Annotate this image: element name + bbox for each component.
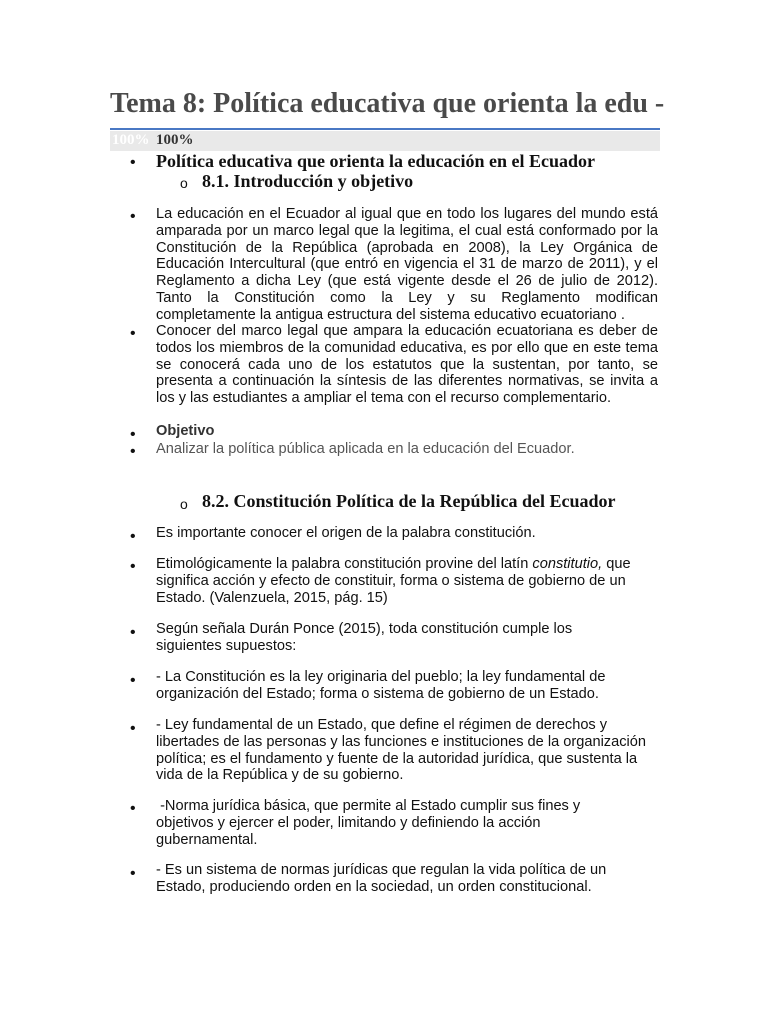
latin-term: constitutio, [532, 556, 603, 572]
intro-paragraph: La educación en el Ecuador al igual que en todo los lugares del mundo está amparada por un marco legal que la legitima, el cual está conformado por la Constitución de la República (aprobada en 2008), la Ley Orgánica de Educación Intercultural (que entró en vigencia el 31 de marzo de 2011), y el Reglamento a dicha Ley (que está vigente desde el 26 de julio de 2012). Tanto la Constitución como la Ley y su Reglamento modifican completamente la antigua estructura del sistema educativo ecuatoriano . [156, 206, 658, 323]
supuesto-2-paragraph: - Ley fundamental de un Estado, que define el régimen de derechos y libertades de las personas y las funciones e instituciones de la organización política; es el fundamento y fuente de la autoridad jurídica, que sustenta la vida de la República y de su gobierno. [156, 717, 646, 784]
constitution-origin-paragraph: Es importante conocer el origen de la palabra constitución. [156, 525, 536, 541]
bullet-icon: • [130, 325, 136, 342]
section-2-heading: 8.2. Constitución Política de la República del Ecuador [202, 491, 616, 511]
document-title: Tema 8: Política educativa que orienta la edu - [110, 88, 665, 119]
progress-ghost-label: 100% [112, 132, 150, 148]
circle-bullet-icon: o [180, 175, 188, 191]
supuesto-1-paragraph: - La Constitución es la ley originaria del pueblo; la ley fundamental de organización del Estado; forma o sistema de gobierno de un Estado. [156, 669, 606, 702]
bullet-icon: • [130, 672, 136, 689]
title-underline [110, 128, 660, 130]
progress-label: 100% [156, 132, 194, 148]
bullet-icon: • [130, 208, 136, 225]
bullet-icon: • [130, 443, 136, 460]
bullet-icon: • [130, 154, 136, 171]
bullet-icon: • [130, 558, 136, 575]
main-heading: Política educativa que orienta la educación en el Ecuador [156, 151, 595, 171]
objective-label: Objetivo [156, 423, 215, 439]
etymology-paragraph: Etimológicamente la palabra constitución provine del latín constitutio, que significa acción y efecto de constituir, forma o sistema de gobierno de un Estado. (Valenzuela, 2015, pág. 15) [156, 556, 631, 606]
supuesto-3-paragraph: -Norma jurídica básica, que permite al Estado cumplir sus fines y objetivos y ejercer el poder, limitando y definiendo la acción gubernamental. [156, 798, 585, 848]
bullet-icon: • [130, 720, 136, 737]
circle-bullet-icon: o [180, 496, 188, 512]
progress-bar [110, 131, 660, 151]
objective-text: Analizar la política pública aplicada en la educación del Ecuador. [156, 441, 575, 457]
legal-framework-paragraph: Conocer del marco legal que ampara la educación ecuatoriana es deber de todos los miembros de la comunidad educativa, es por ello que en este tema se conocerá cada uno de los estatutos que la sustentan, por tanto, se presenta a continuación la síntesis de las diferentes normativas, se invita a los y las estudiantes a ampliar el tema con el recurso complementario. [156, 323, 658, 407]
bullet-icon: • [130, 865, 136, 882]
bullet-icon: • [130, 624, 136, 641]
duran-ponce-paragraph: Según señala Durán Ponce (2015), toda constitución cumple los siguientes supuestos: [156, 621, 573, 654]
bullet-icon: • [130, 426, 136, 443]
section-1-heading: 8.1. Introducción y objetivo [202, 171, 414, 191]
supuesto-4-paragraph: - Es un sistema de normas jurídicas que regulan la vida política de un Estado, produciendo orden en la sociedad, un orden constitucional. [156, 862, 607, 895]
bullet-icon: • [130, 800, 136, 817]
bullet-icon: • [130, 528, 136, 545]
